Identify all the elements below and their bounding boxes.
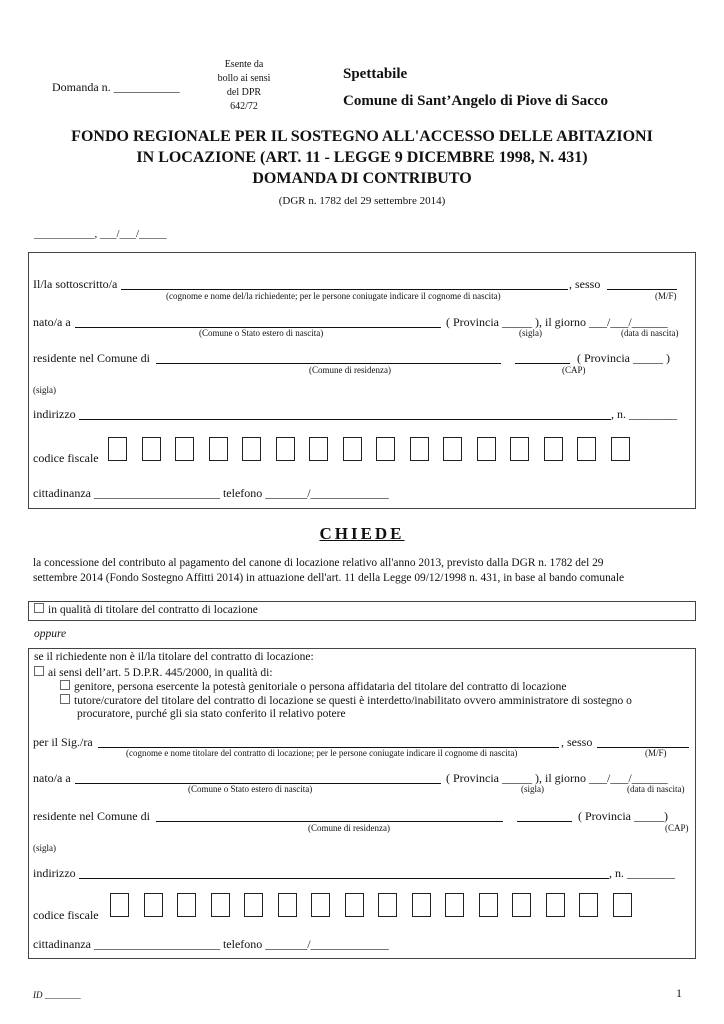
per-il-label: per il Sig./ra [33, 735, 93, 749]
codice-fiscale-label: codice fiscale [33, 451, 99, 465]
ai-sensi-checkbox-icon[interactable] [34, 666, 44, 676]
holder-cap-hint: (CAP) [665, 823, 689, 833]
ai-sensi-label: ai sensi dell’art. 5 D.P.R. 445/2000, in qualità di: [48, 667, 273, 679]
holder-sex-hint: (M/F) [645, 748, 667, 758]
sottoscritto-label: Il/la sottoscritto/a [33, 277, 118, 291]
stamp-exemption [216, 58, 272, 114]
codice-fiscale-char-box[interactable] [477, 437, 496, 461]
esente-line-4: 642/72 [230, 101, 258, 112]
codice-fiscale-char-box[interactable] [412, 893, 431, 917]
codice-fiscale-char-box[interactable] [579, 893, 598, 917]
codice-fiscale-char-box[interactable] [410, 437, 429, 461]
esente-line-2: bollo ai sensi [217, 73, 271, 84]
holder-sigla-hint: (sigla) [521, 784, 544, 794]
dgr-reference: (DGR n. 1782 del 29 settembre 2014) [278, 195, 446, 207]
codice-fiscale-char-box[interactable] [142, 437, 161, 461]
sesso-label: , sesso [569, 277, 601, 291]
address-number[interactable]: , n. ________ [611, 407, 677, 421]
codice-fiscale-char-box[interactable] [209, 437, 228, 461]
titolare-checkbox-icon[interactable] [34, 603, 44, 613]
codice-fiscale-char-box[interactable] [175, 437, 194, 461]
genitore-checkbox-icon[interactable] [60, 680, 70, 690]
indirizzo-label: indirizzo [33, 407, 76, 421]
applicant-sex-field[interactable] [607, 277, 677, 290]
codice-fiscale-char-box[interactable] [479, 893, 498, 917]
holder-sex-field[interactable] [597, 735, 689, 748]
form-title-line-3: DOMANDA DI CONTRIBUTO [252, 170, 472, 187]
holder-residente-label: residente nel Comune di [33, 809, 150, 823]
holder-nato-label: nato/a a [33, 771, 71, 785]
tutore-checkbox-icon[interactable] [60, 694, 70, 704]
nato-label: nato/a a [33, 315, 71, 329]
domanda-number: Domanda n. ___________ [52, 80, 180, 94]
oppure-label: oppure [34, 628, 67, 640]
holder-address-number[interactable]: , n. ________ [609, 866, 675, 880]
codice-fiscale-char-box[interactable] [510, 437, 529, 461]
cittadinanza-telefono[interactable]: cittadinanza _____________________ telefono _______/_____________ [33, 486, 389, 500]
cap-hint: (CAP) [562, 365, 586, 375]
holder-birthplace-hint: (Comune o Stato estero di nascita) [188, 784, 313, 794]
esente-line-1: Esente da [224, 59, 264, 70]
footer-id: ID ________ [33, 990, 81, 1000]
codice-fiscale-char-box[interactable] [242, 437, 261, 461]
place-date-field[interactable]: ___________, ___/___/_____ [34, 228, 167, 240]
genitore-option[interactable] [60, 680, 566, 693]
option-titolare-label: in qualità di titolare del contratto di locazione [48, 604, 258, 616]
holder-name-hint: (cognome e nome titolare del contratto di locazione; per le persone coniugate indicare il cognome di nascita) [126, 748, 518, 758]
holder-birth-province-date[interactable]: ( Provincia _____ ), il giorno ___/___/______ [446, 771, 668, 785]
holder-birthdate-hint: (data di nascita) [627, 784, 685, 794]
holder-residence-province[interactable]: ( Provincia _____) [578, 809, 668, 823]
codice-fiscale-char-box[interactable] [611, 437, 630, 461]
codice-fiscale-char-box[interactable] [376, 437, 395, 461]
residente-label: residente nel Comune di [33, 351, 150, 365]
codice-fiscale-char-box[interactable] [343, 437, 362, 461]
codice-fiscale-char-box[interactable] [443, 437, 462, 461]
codice-fiscale-char-box[interactable] [613, 893, 632, 917]
codice-fiscale-char-box[interactable] [278, 893, 297, 917]
name-hint: (cognome e nome del/la richiedente; per le persone coniugate indicare il cognome di nascita) [166, 291, 501, 301]
sigla-hint: (sigla) [519, 328, 542, 338]
codice-fiscale-char-box[interactable] [546, 893, 565, 917]
codice-fiscale-char-box[interactable] [512, 893, 531, 917]
codice-fiscale-char-box[interactable] [577, 437, 596, 461]
form-title-line-2: IN LOCAZIONE (ART. 11 - LEGGE 9 DICEMBRE 1998, N. 431) [136, 149, 588, 166]
addressee-label: Spettabile [343, 66, 408, 82]
ai-sensi-option[interactable] [34, 666, 273, 679]
address-field[interactable] [79, 407, 611, 420]
genitore-label: genitore, persona esercente la potestà genitoriale o persona affidataria del titolare del contratto di locazione [74, 681, 567, 693]
addressee-comune: Comune di Sant’Angelo di Piove di Sacco [343, 93, 609, 109]
codice-fiscale-char-box[interactable] [544, 437, 563, 461]
codice-fiscale-char-box[interactable] [177, 893, 196, 917]
codice-fiscale-char-box[interactable] [309, 437, 328, 461]
residence-hint: (Comune di residenza) [309, 365, 391, 375]
chiede-heading: CHIEDE [319, 524, 405, 543]
codice-fiscale-char-box[interactable] [244, 893, 263, 917]
chiede-text-1: la concessione del contributo al pagamento del canone di locazione relativo all'anno 2013, previsto dalla DGR n. 1782 del 29 [33, 557, 604, 569]
codice-fiscale-char-box[interactable] [110, 893, 129, 917]
esente-line-3: del DPR [226, 87, 262, 98]
option-titolare[interactable] [34, 603, 258, 616]
holder-cittadinanza-telefono[interactable]: cittadinanza _____________________ telefono _______/_____________ [33, 937, 389, 951]
codice-fiscale-char-box[interactable] [144, 893, 163, 917]
birth-province-date[interactable]: ( Provincia _____ ), il giorno ___/___/______ [446, 315, 668, 329]
holder-residence-hint: (Comune di residenza) [308, 823, 390, 833]
holder-sigla-note: (sigla) [33, 843, 56, 853]
holder-codice-fiscale-label: codice fiscale [33, 908, 99, 922]
holder-birthplace-field[interactable] [75, 771, 441, 784]
codice-fiscale-char-box[interactable] [378, 893, 397, 917]
holder-residence-cap-field[interactable] [517, 809, 572, 822]
sigla-note: (sigla) [33, 385, 56, 395]
codice-fiscale-char-box[interactable] [211, 893, 230, 917]
codice-fiscale-char-box[interactable] [108, 437, 127, 461]
page-number: 1 [676, 986, 682, 1000]
applicant-name-field[interactable] [121, 277, 568, 290]
chiede-text-2: settembre 2014 (Fondo Sostegno Affitti 2014) in attuazione dell'art. 11 della Legge 09/12/1998 n. 431, in base al bando comunale [33, 572, 625, 584]
sex-hint: (M/F) [655, 291, 677, 301]
codice-fiscale-char-box[interactable] [311, 893, 330, 917]
birthplace-field[interactable] [75, 315, 441, 328]
tutore-label: tutore/curatore del titolare del contratto di locazione se questi è interdetto/inabilitato ovvero amministratore di sostegno o [74, 695, 632, 707]
non-titolare-intro: se il richiedente non è il/la titolare del contratto di locazione: [34, 651, 314, 663]
codice-fiscale-char-box[interactable] [276, 437, 295, 461]
tutore-label-cont: procuratore, purché gli sia stato conferito il relativo potere [77, 708, 346, 720]
holder-residence-comune-field[interactable] [156, 809, 503, 822]
residence-province[interactable]: ( Provincia _____ ) [577, 351, 670, 365]
codice-fiscale-char-box[interactable] [445, 893, 464, 917]
holder-sesso-label: , sesso [561, 735, 593, 749]
form-title-line-1: FONDO REGIONALE PER IL SOSTEGNO ALL'ACCESSO DELLE ABITAZIONI [71, 128, 653, 145]
residence-comune-field[interactable] [156, 351, 501, 364]
birthplace-hint: (Comune o Stato estero di nascita) [199, 328, 324, 338]
residence-cap-field[interactable] [515, 351, 570, 364]
holder-indirizzo-label: indirizzo [33, 866, 76, 880]
holder-name-field[interactable] [98, 735, 559, 748]
tutore-option[interactable] [60, 694, 632, 707]
codice-fiscale-char-box[interactable] [345, 893, 364, 917]
birthdate-hint: (data di nascita) [621, 328, 679, 338]
holder-address-field[interactable] [79, 866, 609, 879]
